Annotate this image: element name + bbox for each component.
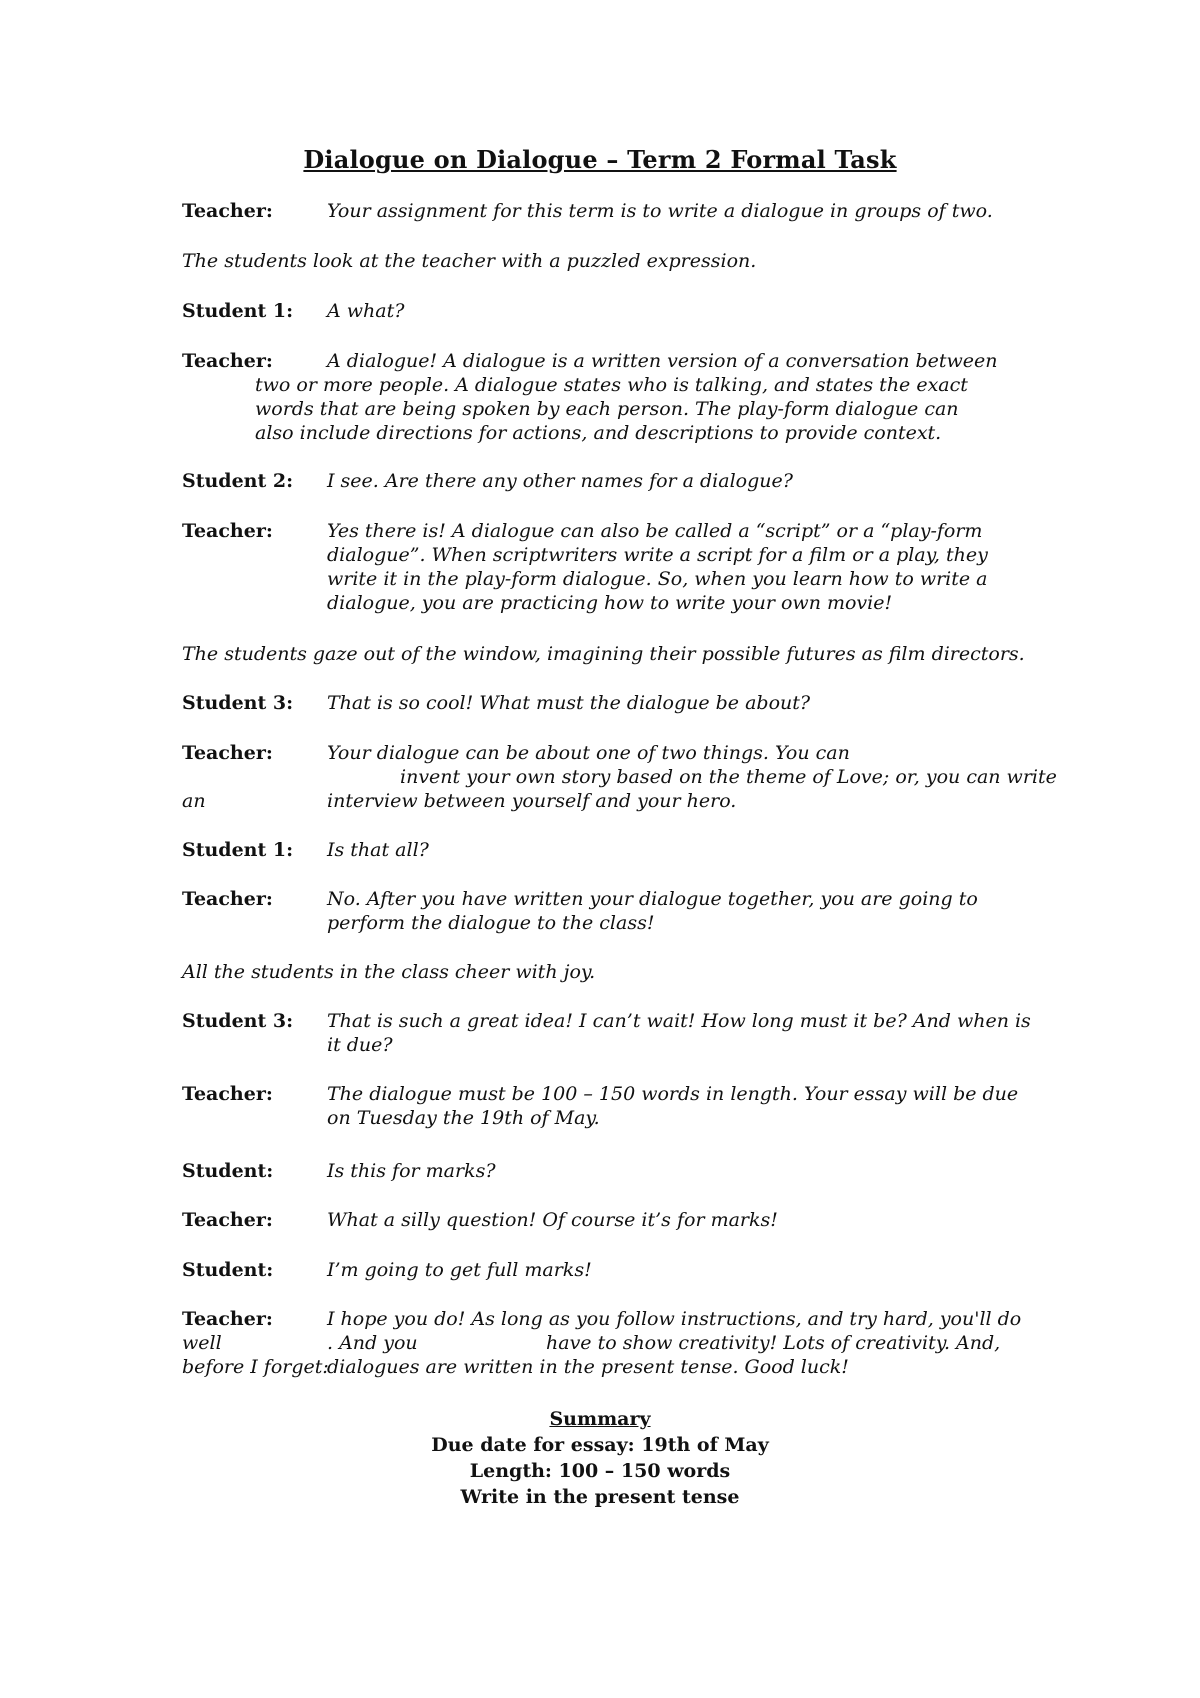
dialogue-line: also include directions for actions, and descriptions to provide context. bbox=[255, 422, 942, 444]
dialogue-line: Is this for marks? bbox=[327, 1160, 496, 1182]
speaker-label: Student 3: bbox=[182, 692, 294, 714]
dialogue-line: That is so cool! What must the dialogue be about? bbox=[327, 692, 811, 714]
speaker-label: Teacher: bbox=[182, 1209, 273, 1231]
dialogue-line: two or more people. A dialogue states who is talking, and states the exact bbox=[255, 374, 968, 396]
dialogue-line: invent your own story based on the theme of Love; or, you can write bbox=[400, 766, 1057, 788]
dialogue-line: words that are being spoken by each person. The play-form dialogue can bbox=[255, 398, 959, 420]
speaker-label: Student 1: bbox=[182, 300, 294, 322]
stage-direction-3: All the students in the class cheer with joy. bbox=[182, 961, 596, 983]
dialogue-line: I see. Are there any other names for a dialogue? bbox=[327, 470, 793, 492]
speaker-label: Teacher: bbox=[182, 1308, 273, 1330]
summary-due-date: Due date for essay: 19th of May bbox=[431, 1434, 769, 1456]
dialogue-line: A dialogue! A dialogue is a written version of a conversation between bbox=[327, 350, 998, 372]
dialogue-line: The dialogue must be 100 – 150 words in length. Your essay will be due bbox=[327, 1083, 1019, 1105]
summary-heading: Summary bbox=[549, 1408, 651, 1430]
speaker-label: Teacher: bbox=[182, 888, 273, 910]
dialogue-line: Your assignment for this term is to write a dialogue in groups of two. bbox=[327, 200, 993, 222]
dialogue-line: on Tuesday the 19th of May. bbox=[327, 1107, 600, 1129]
speaker-label: Teacher: bbox=[182, 1083, 273, 1105]
dialogue-line: dialogue, you are practicing how to write your own movie! bbox=[327, 592, 893, 614]
dialogue-line: Is that all? bbox=[327, 839, 429, 861]
dialogue-line: Your dialogue can be about one of two things. You can bbox=[327, 742, 850, 764]
dialogue-line: . And you bbox=[327, 1332, 418, 1354]
dialogue-line: What a silly question! Of course it’s for marks! bbox=[327, 1209, 778, 1231]
summary-length: Length: 100 – 150 words bbox=[469, 1460, 731, 1482]
speaker-label: Student 2: bbox=[182, 470, 294, 492]
dialogue-line: I hope you do! As long as you follow instructions, and try hard, you'll do bbox=[327, 1308, 1022, 1330]
speaker-label: Student: bbox=[182, 1160, 274, 1182]
summary-tense: Write in the present tense bbox=[460, 1486, 740, 1508]
dialogue-line: A what? bbox=[327, 300, 405, 322]
dialogue-line: Yes there is! A dialogue can also be called a “script” or a “play-form bbox=[327, 520, 983, 542]
dialogue-line: well bbox=[182, 1332, 222, 1354]
dialogue-line: perform the dialogue to the class! bbox=[327, 912, 655, 934]
dialogue-line: dialogue”. When scriptwriters write a script for a film or a play, they bbox=[327, 544, 988, 566]
stage-direction-2: The students gaze out of the window, imagining their possible futures as film directors. bbox=[182, 643, 1025, 665]
speaker-label: Student 3: bbox=[182, 1010, 294, 1032]
speaker-label: Teacher: bbox=[182, 200, 273, 222]
dialogue-line: No. After you have written your dialogue together, you are going to bbox=[327, 888, 978, 910]
dialogue-line: That is such a great idea! I can’t wait! How long must it be? And when is bbox=[327, 1010, 1031, 1032]
document-title: Dialogue on Dialogue – Term 2 Formal Task bbox=[303, 145, 897, 174]
dialogue-line: have to show creativity! Lots of creativity. And, bbox=[546, 1332, 1001, 1354]
speaker-label: Teacher: bbox=[182, 350, 273, 372]
speaker-label: Student 1: bbox=[182, 839, 294, 861]
dialogue-line: before I forget: bbox=[182, 1356, 329, 1378]
dialogue-line: it due? bbox=[327, 1034, 393, 1056]
dialogue-line: interview between yourself and your hero. bbox=[327, 790, 737, 812]
speaker-label: Student: bbox=[182, 1259, 274, 1281]
dialogue-line: I’m going to get full marks! bbox=[327, 1259, 592, 1281]
speaker-label: Teacher: bbox=[182, 520, 273, 542]
dialogue-line: dialogues are written in the present tense. Good luck! bbox=[327, 1356, 849, 1378]
stage-direction-1: The students look at the teacher with a puzzled expression. bbox=[182, 250, 757, 272]
dialogue-line: an bbox=[182, 790, 206, 812]
speaker-label: Teacher: bbox=[182, 742, 273, 764]
dialogue-line: write it in the play-form dialogue. So, when you learn how to write a bbox=[327, 568, 988, 590]
